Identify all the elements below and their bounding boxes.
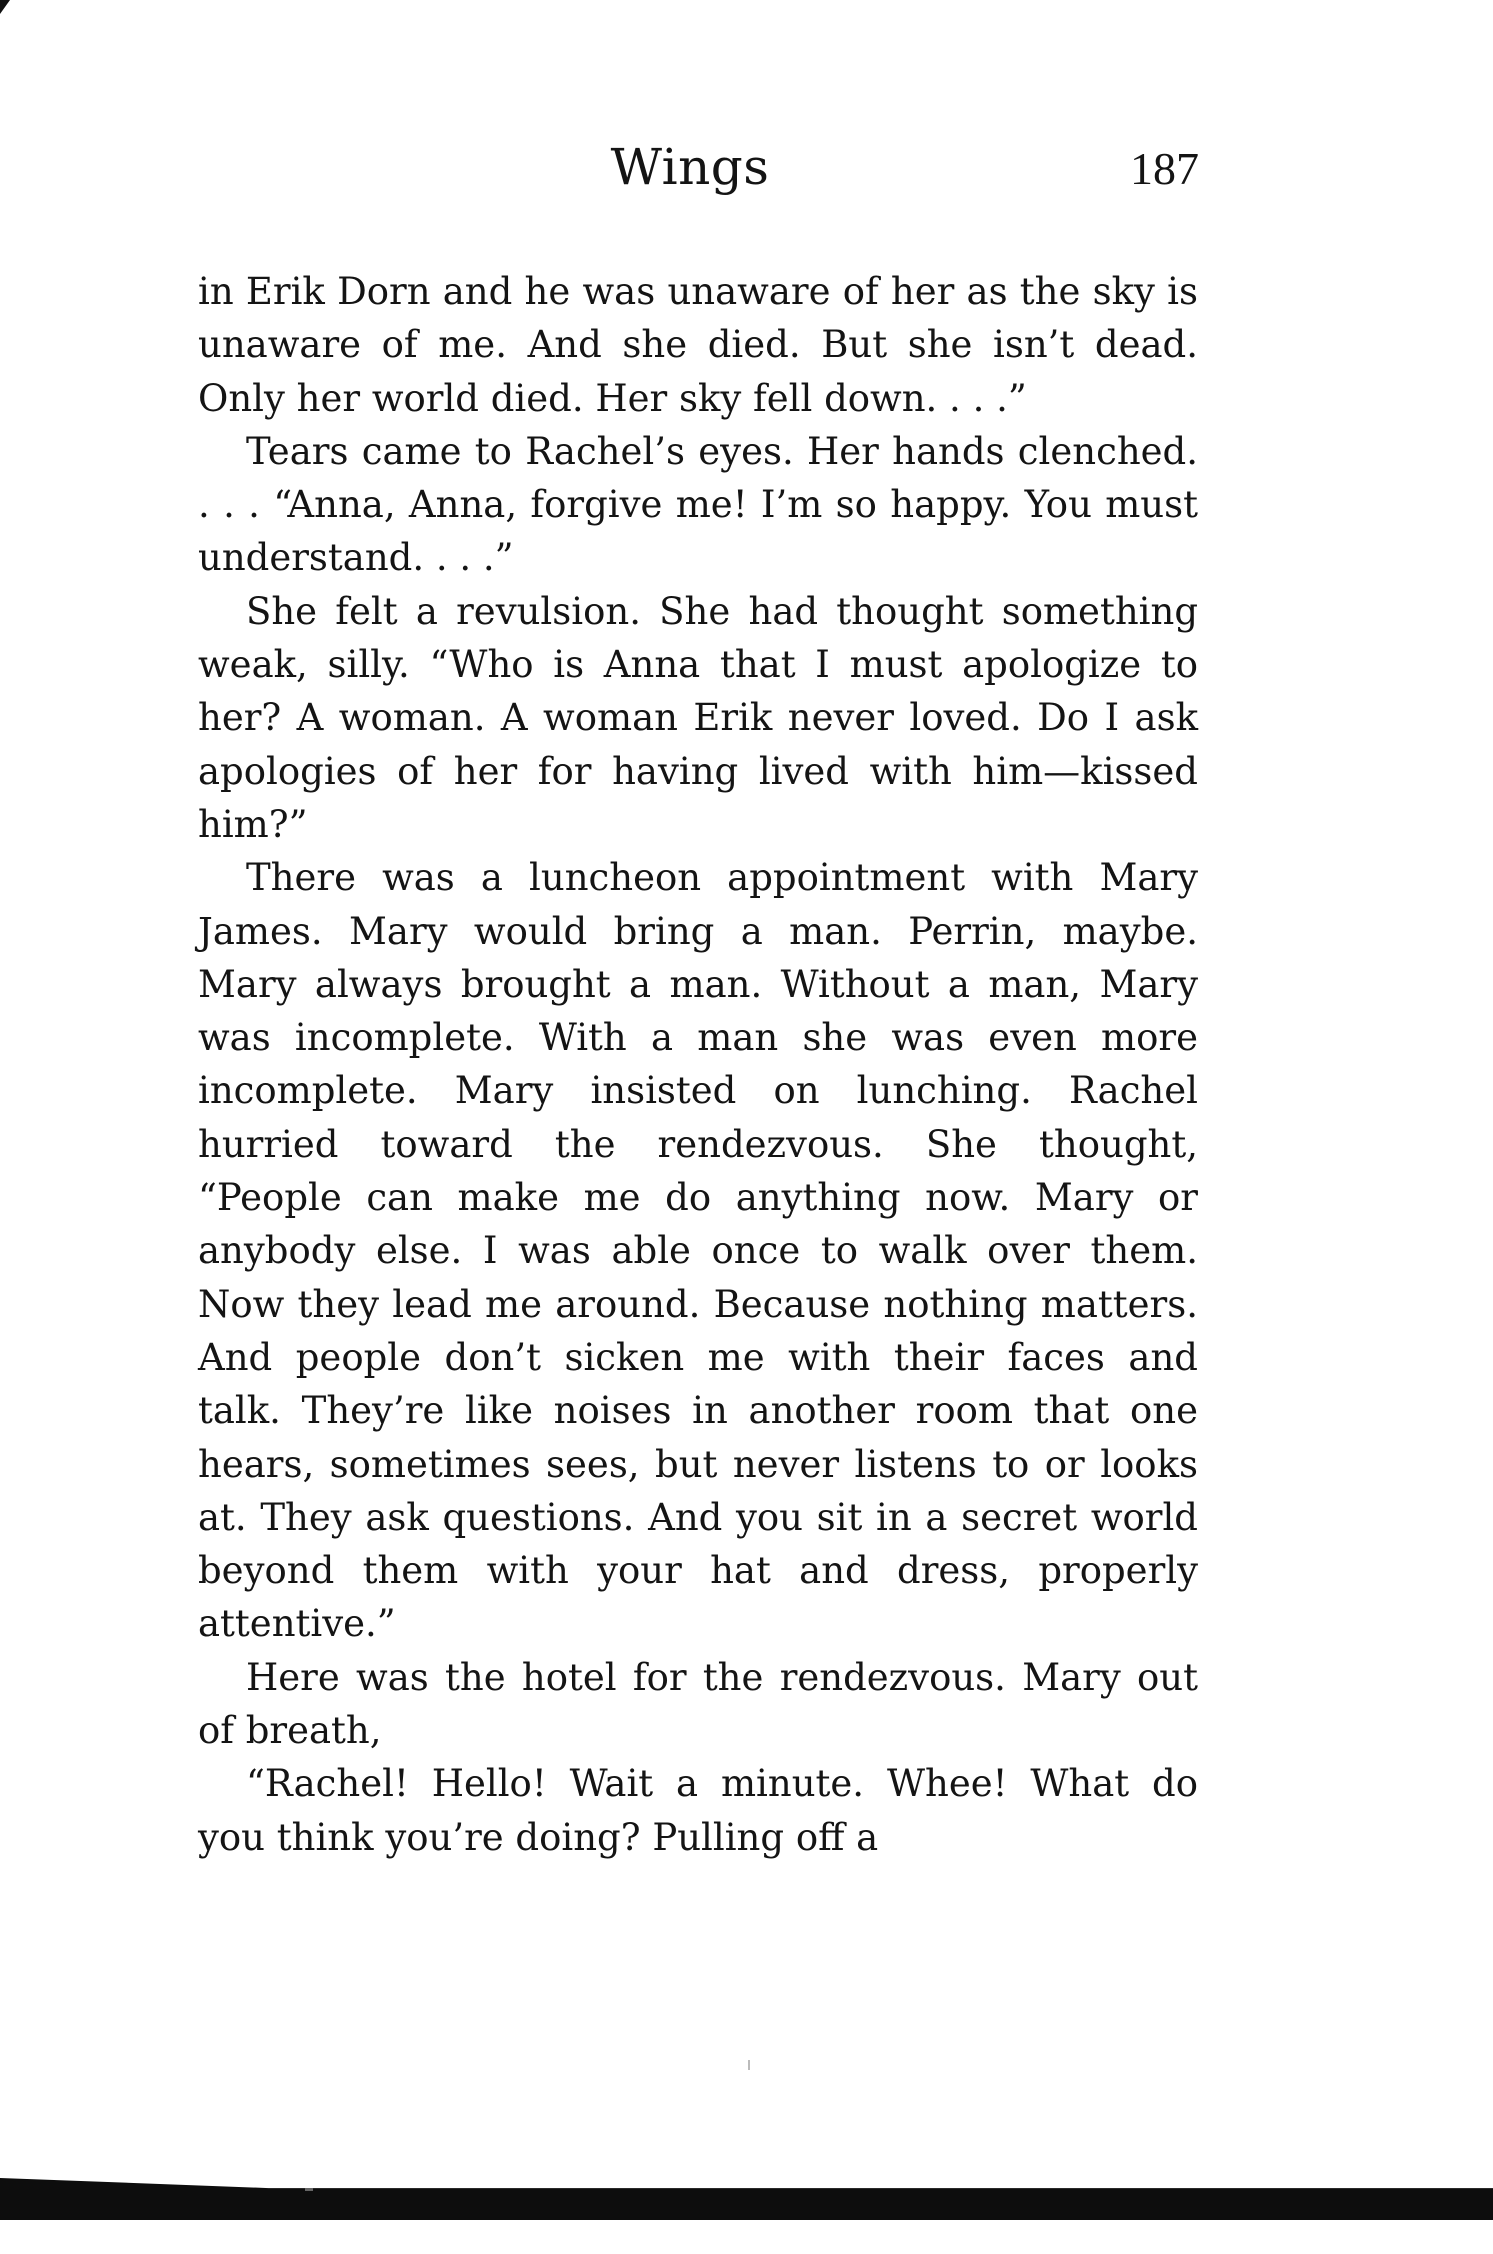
body-text [198,265,1198,1864]
paragraph: She felt a revulsion. She had thought something weak, silly. “Who is Anna that I must apologize to her? A woman. A woman Erik never loved. Do I ask apologies of her for having lived with him—kissed him?” [198,589,1198,846]
paragraph: There was a luncheon appointment with Mary James. Mary would bring a man. Perrin, maybe. Mary always brought a man. Without a man, Mary was incomplete. With a man she was even more incomplete. Mary insisted on lunching. Rachel hurried toward the rendezvous. She thought, “People can make me do anything now. Mary or anybody else. I was able once to walk over them. Now they lead me around. Because nothing matters. And people don’t sicken me with their faces and talk. They’re like noises in another room that one hears, sometimes sees, but never listens to or looks at. They ask questions. And you sit in a secret world beyond them with your hat and dress, properly attentive.” [198,856,1198,1646]
scan-corner-mark [0,0,10,14]
paragraph: Tears came to Rachel’s eyes. Her hands clenched. . . . “Anna, Anna, forgive me! I’m so happy. You must understand. . . .” [198,429,1198,580]
paragraph: Here was the hotel for the rendezvous. Mary out of breath, [198,1655,1198,1753]
running-head [0,138,1493,208]
page-number: 187 [1130,143,1199,194]
scan-speck [748,2060,750,2070]
paragraph-continued: in Erik Dorn and he was unaware of her as the sky is unaware of me. And she died. But she isn’t dead. Only her world died. Her sky fell down. . . .” [198,270,1198,420]
running-title: Wings [610,138,770,196]
paragraph: “Rachel! Hello! Wait a minute. Whee! What do you think you’re doing? Pulling off a [198,1762,1198,1859]
scan-bottom-edge [0,2178,1493,2220]
scan-speck [305,2188,313,2191]
